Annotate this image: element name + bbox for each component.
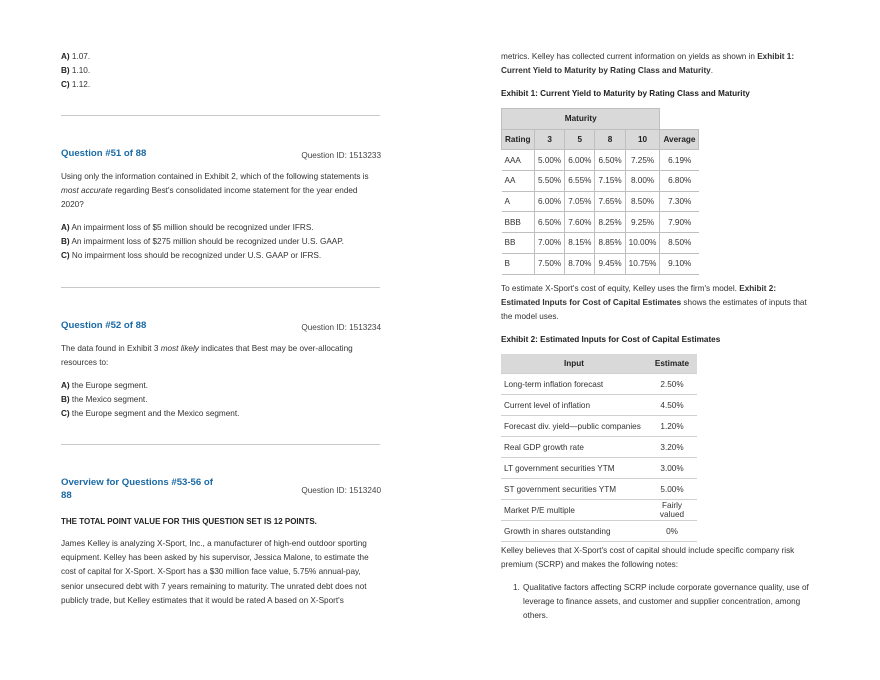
table-row: BBB 6.50% 7.60% 8.25% 9.25% 7.90% — [502, 212, 699, 233]
scrp-intro: Kelley believes that X-Sport's cost of capital should include specific company risk premium (SCRP) and makes the following notes: — [501, 546, 795, 570]
column-header: Estimate — [647, 354, 697, 374]
note-item: Qualitative factors affecting SCRP include corporate governance quality, use of leverage to finance assets, and customer and supplier concentration, among others. — [523, 583, 809, 621]
exhibit-1-table — [501, 108, 699, 275]
question-51-option-c[interactable]: C) No impairment loss should be recognized under U.S. GAAP or IFRS. — [61, 251, 322, 260]
question-52-option-a[interactable]: A) the Europe segment. — [61, 381, 148, 390]
question-51-stem: Using only the information contained in Exhibit 2, which of the following statements is most accurate regarding Best's consolidated income statement for the year ended 2020? — [61, 172, 369, 210]
table-group-header-row — [502, 109, 699, 130]
table-row: BB 7.00% 8.15% 8.85% 10.00% 8.50% — [502, 233, 699, 254]
exhibit-2-title: Exhibit 2: Estimated Inputs for Cost of Capital Estimates — [501, 335, 721, 344]
note-number: 1. — [513, 583, 520, 592]
question-52-id: Question ID: 1513234 — [301, 323, 381, 332]
table-row: A 6.00% 7.05% 7.65% 8.50% 7.30% — [502, 191, 699, 212]
question-51-option-b[interactable]: B) An impairment loss of $275 million should be recognized under U.S. GAAP. — [61, 237, 344, 246]
exhibit-2-intro: To estimate X-Sport's cost of equity, Kelley uses the firm's model. Exhibit 2: Estimated Inputs for Cost of Capital Estimates shows the estimates of inputs that the model uses. — [501, 284, 807, 322]
divider — [61, 444, 380, 445]
overview-text: James Kelley is analyzing X-Sport, Inc., a manufacturer of high-end outdoor sporting equipment. Kelley has been asked by his supervisor, Jessica Malone, to estimate the cost of capital for X-Sport. X-Sport has a $30 million face value, 5.75% annual-pay, senior unsecured debt with 7 years remaining to maturity. The unrated debt does not publicly trade, but Kelley estimates that it would be rated A based on X-Sport's — [61, 539, 369, 605]
question-52-option-b[interactable]: B) the Mexico segment. — [61, 395, 148, 404]
column-header: Input — [501, 354, 647, 374]
overview-text-continued: metrics. Kelley has collected current information on yields as shown in Exhibit 1: Current Yield to Maturity by Rating Class and Maturity. — [501, 52, 795, 76]
prev-option-a[interactable]: A) 1.07. — [61, 52, 91, 61]
question-52-stem: The data found in Exhibit 3 most likely indicates that Best may be over-allocating resources to: — [61, 344, 353, 368]
table-row: AAA 5.00% 6.00% 6.50% 7.25% 6.19% — [502, 150, 699, 171]
table-row: Long-term inflation forecast 2.50% — [501, 374, 697, 395]
column-header: Average — [660, 129, 699, 150]
question-52-option-c[interactable]: C) the Europe segment and the Mexico segment. — [61, 409, 240, 418]
table-row: LT government securities YTM 3.00% — [501, 458, 697, 479]
prev-option-c[interactable]: C) 1.12. — [61, 80, 91, 89]
exhibit-2-table — [501, 354, 697, 542]
column-header: Rating — [502, 129, 535, 150]
exhibit-1-title: Exhibit 1: Current Yield to Maturity by Rating Class and Maturity — [501, 89, 750, 98]
column-header: 3 — [535, 129, 565, 150]
table-row: ST government securities YTM 5.00% — [501, 479, 697, 500]
question-51-id: Question ID: 1513233 — [301, 151, 381, 160]
divider — [61, 287, 380, 288]
divider — [61, 115, 380, 116]
table-row: Growth in shares outstanding 0% — [501, 521, 697, 542]
table-row: Market P/E multiple Fairly valued — [501, 500, 697, 521]
overview-title: Overview for Questions #53-56 of 88 — [61, 477, 213, 501]
column-header: 10 — [625, 129, 660, 150]
question-51-option-a[interactable]: A) An impairment loss of $5 million should be recognized under IFRS. — [61, 223, 314, 232]
table-header-row — [502, 129, 699, 150]
maturity-group-header: Maturity — [502, 109, 660, 130]
table-header-row — [501, 354, 697, 374]
left-column — [61, 0, 381, 680]
table-row: Real GDP growth rate 3.20% — [501, 437, 697, 458]
table-row: AA 5.50% 6.55% 7.15% 8.00% 6.80% — [502, 171, 699, 192]
column-header: 5 — [565, 129, 595, 150]
column-header: 8 — [595, 129, 625, 150]
table-row: Forecast div. yield—public companies 1.20% — [501, 416, 697, 437]
question-51-title: Question #51 of 88 — [61, 148, 147, 159]
overview-question-id: Question ID: 1513240 — [301, 486, 381, 495]
point-value-notice: THE TOTAL POINT VALUE FOR THIS QUESTION SET IS 12 POINTS. — [61, 517, 317, 526]
right-column — [501, 0, 821, 680]
table-row: Current level of inflation 4.50% — [501, 395, 697, 416]
prev-option-b[interactable]: B) 1.10. — [61, 66, 91, 75]
question-52-title: Question #52 of 88 — [61, 320, 147, 331]
table-row: B 7.50% 8.70% 9.45% 10.75% 9.10% — [502, 253, 699, 274]
